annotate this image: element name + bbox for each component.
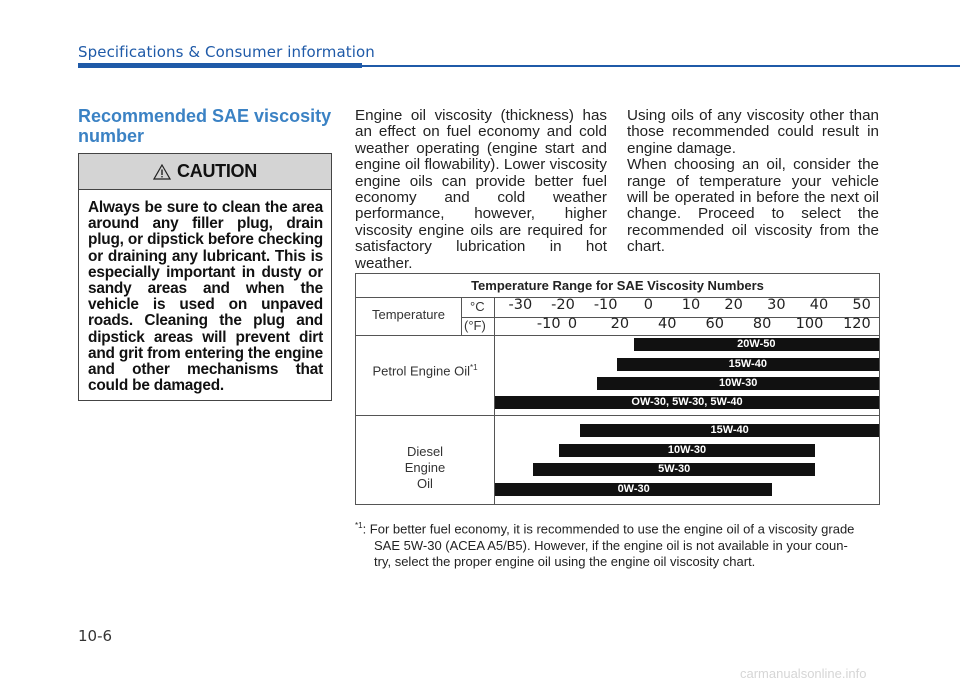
paragraph-text: Engine oil viscosity (thickness) has an effect on fuel economy and cold weather operating (engine start and engine oil flowability). Lower viscosity engine oils can provide better fuel economy and cold weather performance, however, higher viscosity engine oils are required for satisfactory lubrication in hot weather. — [355, 107, 607, 272]
fahrenheit-tick: 40 — [658, 316, 677, 332]
celsius-tick: -30 — [508, 297, 533, 313]
caution-box — [78, 153, 332, 401]
viscosity-paragraph — [355, 108, 607, 272]
footnote — [355, 518, 881, 571]
fahrenheit-tick: 80 — [752, 316, 772, 332]
celsius-tick: 0 — [643, 297, 653, 313]
chart-title: Temperature Range for SAE Viscosity Numbers — [356, 274, 879, 298]
footnote-mark: *1 — [470, 363, 478, 372]
warning-triangle-icon — [153, 164, 171, 180]
celsius-tick: 30 — [767, 297, 786, 313]
footnote-line: SAE 5W-30 (ACEA A5/B5). However, if the engine oil is not available in your coun- — [374, 537, 848, 553]
section-header-title: Specifications & Consumer information — [78, 43, 375, 61]
fahrenheit-tick: 100 — [795, 316, 824, 332]
celsius-tick: 20 — [724, 297, 743, 313]
viscosity-bar: 0W-30 — [495, 483, 772, 496]
viscosity-bar: 10W-30 — [559, 444, 815, 457]
caution-text: Always be sure to clean the area around any filler plug, drain plug, or dipstick before checking or draining any lubricant. This is especially important in dusty or sandy areas and when the vehicle is used on unpaved roads. Cleaning the plug and dipstick areas will prevent dirt and grit from entering the engine and other mechanisms that could be damaged. — [88, 199, 323, 395]
caution-label: CAUTION — [177, 161, 257, 181]
diesel-label: Diesel Engine Oil — [404, 444, 446, 491]
paragraph-text: Using oils of any viscosity other than those recommended could result in engine damage. — [627, 107, 879, 157]
celsius-tick: -10 — [593, 297, 618, 313]
page-number: 10-6 — [78, 627, 113, 645]
column-divider — [461, 297, 462, 335]
header-rule-thin — [362, 65, 960, 67]
row-divider — [356, 335, 879, 336]
fahrenheit-tick: 60 — [705, 316, 724, 332]
fahrenheit-tick: 120 — [843, 316, 871, 332]
temperature-label: Temperature — [372, 307, 445, 322]
viscosity-bar: 10W-30 — [597, 377, 879, 390]
celsius-tick: 10 — [681, 297, 701, 313]
viscosity-chart — [355, 273, 880, 505]
celsius-unit: °C — [470, 299, 485, 314]
viscosity-bar: 20W-50 — [634, 338, 879, 351]
viscosity-bar: 5W-30 — [533, 463, 815, 476]
celsius-tick: 40 — [809, 297, 829, 313]
header-rule — [78, 63, 362, 68]
selection-paragraph — [627, 108, 879, 256]
fahrenheit-tick: 20 — [610, 316, 630, 332]
footnote-line: try, select the proper engine oil using the engine oil viscosity chart. — [374, 554, 756, 570]
footnote-mark: *1 — [355, 521, 363, 530]
celsius-tick: 50 — [852, 297, 871, 313]
fahrenheit-tick: 0 — [567, 316, 578, 332]
petrol-label — [356, 360, 494, 379]
paragraph-text: When choosing an oil, consider the range of temperature your vehicle will be operated in before the next oil change. Proceed to select the recommended oil viscosity from the chart. — [627, 156, 879, 256]
celsius-tick: -20 — [551, 297, 575, 313]
footnote-text: : For better fuel economy, it is recommended to use the engine oil of a viscosity grade — [362, 521, 855, 537]
viscosity-bar: OW-30, 5W-30, 5W-40 — [495, 396, 879, 409]
caution-header — [79, 154, 331, 190]
fahrenheit-unit: (°F) — [464, 318, 486, 333]
fahrenheit-tick: -10 — [536, 316, 561, 332]
viscosity-bar: 15W-40 — [617, 358, 879, 371]
watermark: carmanualsonline.info — [740, 666, 867, 681]
section-title: Recommended SAE viscosity number — [78, 106, 332, 146]
footnote-line — [355, 518, 881, 538]
petrol-label-text: Petrol Engine Oil — [372, 363, 470, 379]
viscosity-bar: 15W-40 — [580, 424, 879, 437]
row-divider — [356, 415, 879, 416]
